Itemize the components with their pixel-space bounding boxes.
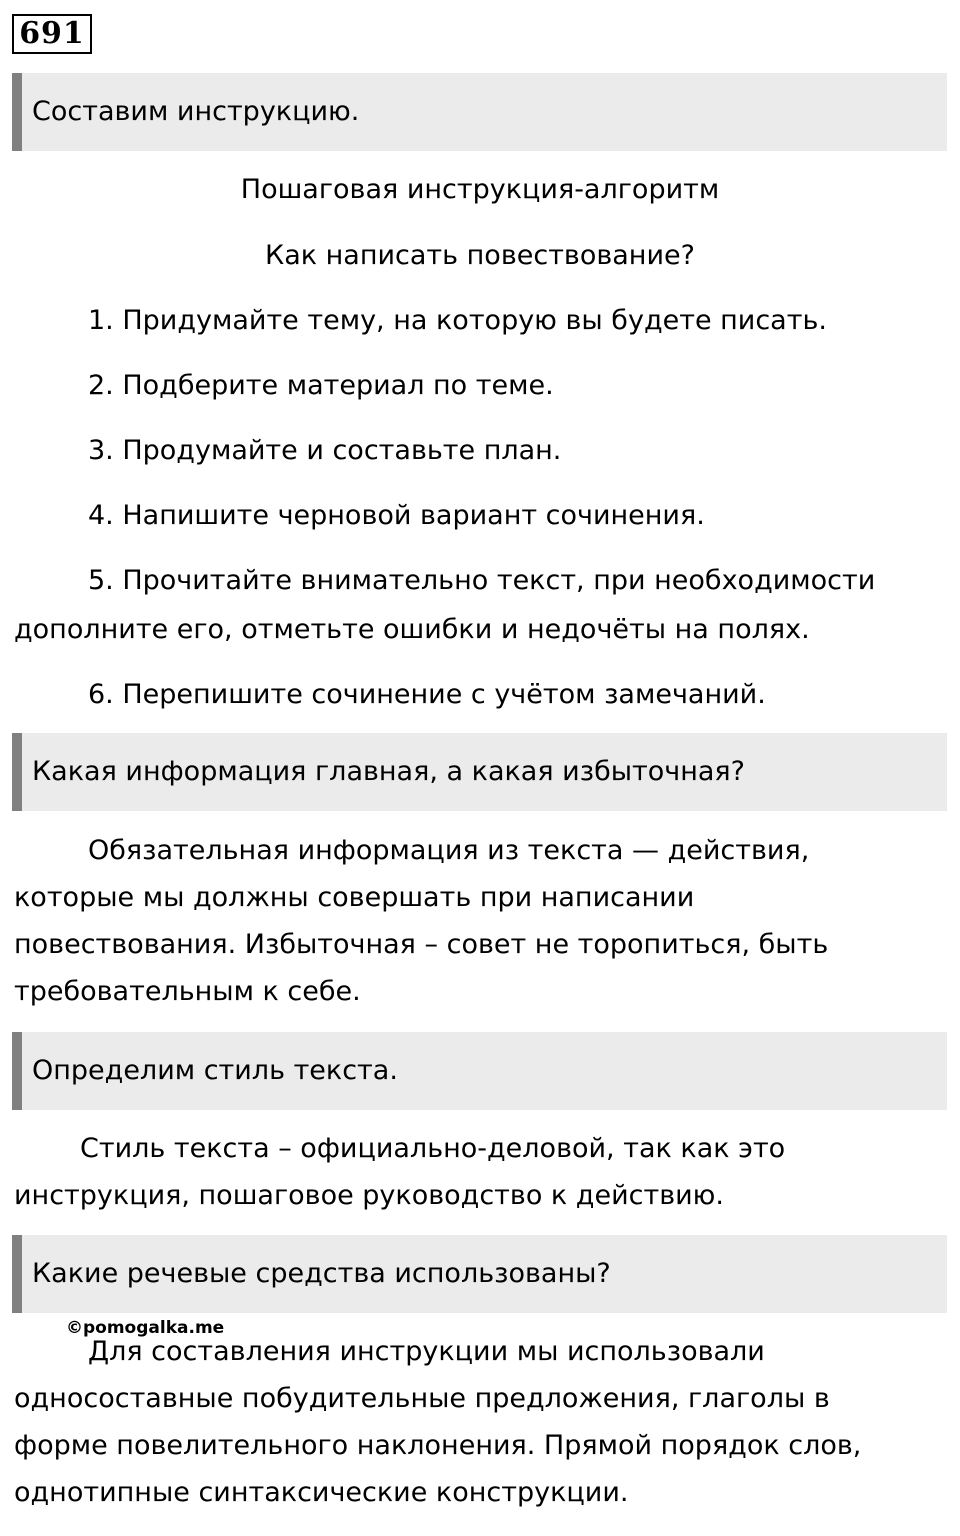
paragraph-line: однотипные синтаксические конструкции. xyxy=(14,1477,629,1508)
paragraph-line: Стиль текста – официально-деловой, так как это xyxy=(80,1133,786,1164)
paragraph-line: которые мы должны совершать при написании xyxy=(14,882,695,913)
paragraph-line: односоставные побудительные предложения, глаголы в xyxy=(14,1383,830,1414)
paragraph-line: Обязательная информация из текста — действия, xyxy=(88,835,810,866)
paragraph-line: инструкция, пошаговое руководство к действию. xyxy=(14,1180,724,1211)
watermark: ©pomogalka.me xyxy=(66,1318,225,1338)
paragraph-line: Для составления инструкции мы использовали xyxy=(88,1336,765,1367)
instruction-title: Пошаговая инструкция-алгоритм xyxy=(240,174,720,205)
step-3: 3. Продумайте и составьте план. xyxy=(88,435,562,466)
section-heading-information: Какая информация главная, а какая избыточная? xyxy=(12,733,947,811)
speech-means-answer xyxy=(14,1328,944,1516)
section-heading-speech-means: Какие речевые средства использованы? xyxy=(12,1235,947,1313)
instruction-question: Как написать повествование? xyxy=(265,240,695,271)
information-answer xyxy=(14,827,944,1015)
step-5-continuation: дополните его, отметьте ошибки и недочёты на полях. xyxy=(14,614,810,645)
step-5: 5. Прочитайте внимательно текст, при необходимости xyxy=(88,565,876,596)
step-2: 2. Подберите материал по теме. xyxy=(88,370,554,401)
style-answer xyxy=(14,1125,944,1219)
section-heading-style: Определим стиль текста. xyxy=(12,1032,947,1110)
section-heading-instruction: Составим инструкцию. xyxy=(12,73,947,151)
step-4: 4. Напишите черновой вариант сочинения. xyxy=(88,500,705,531)
paragraph-line: повествования. Избыточная – совет не торопиться, быть xyxy=(14,929,829,960)
paragraph-line: требовательным к себе. xyxy=(14,976,361,1007)
step-1: 1. Придумайте тему, на которую вы будете писать. xyxy=(88,305,827,336)
paragraph-line: форме повелительного наклонения. Прямой порядок слов, xyxy=(14,1430,862,1461)
step-6: 6. Перепишите сочинение с учётом замечаний. xyxy=(88,679,766,710)
exercise-number: 691 xyxy=(12,14,92,54)
